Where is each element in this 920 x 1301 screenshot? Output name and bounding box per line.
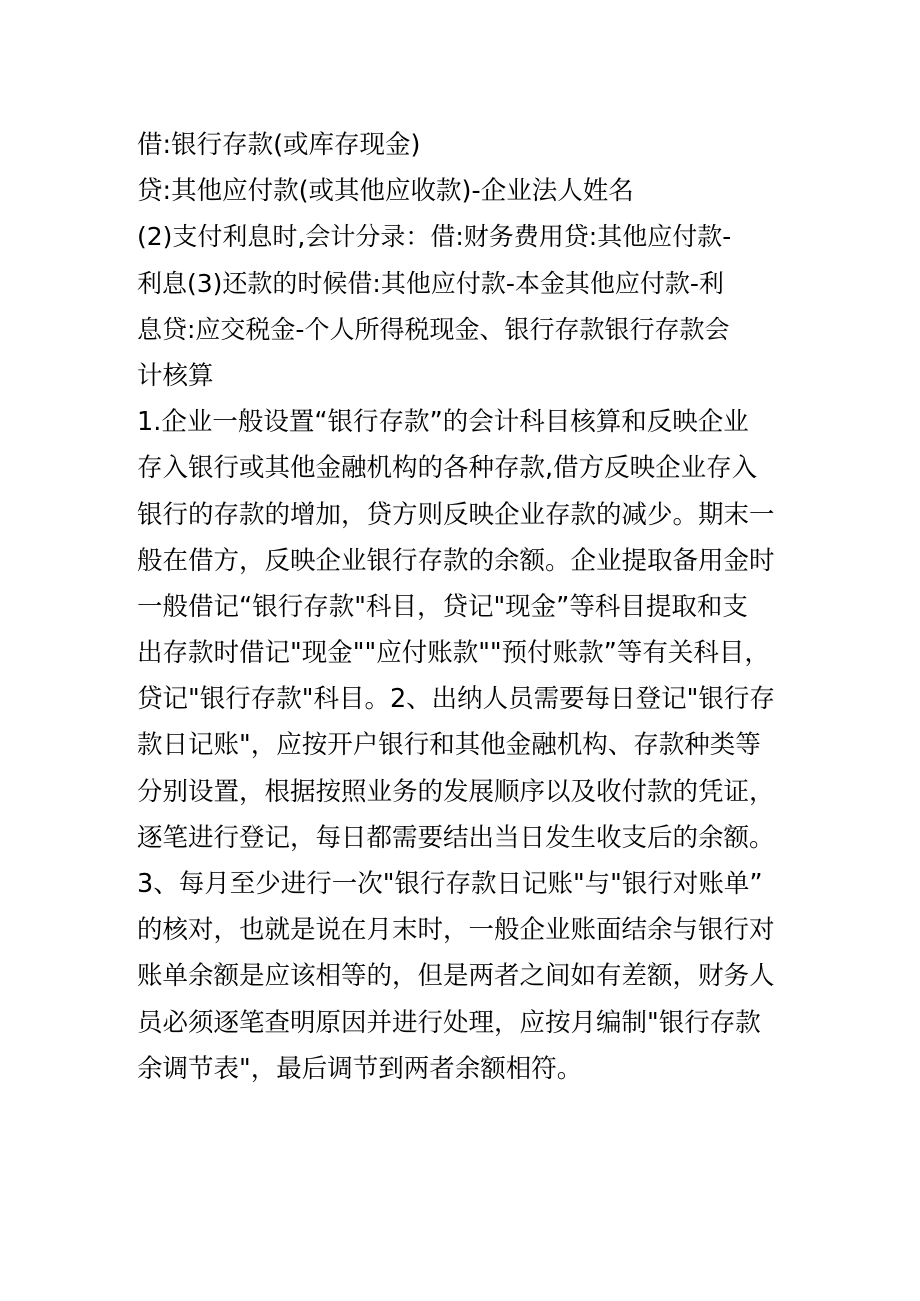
text-line-21: 余调节表"，最后调节到两者余额相符。 bbox=[137, 1053, 583, 1084]
body-text bbox=[137, 122, 797, 1092]
text-line-16: 逐笔进行登记，每日都需要结出当日发生收支后的余额。 bbox=[137, 822, 775, 853]
text-line-6: 计核算 bbox=[137, 360, 214, 391]
text-line-12: 出存款时借记"现金""应付账款""预付账款”等有关科目， bbox=[137, 638, 770, 669]
text-line-10: 般在借方，反映企业银行存款的余额。企业提取备用金时 bbox=[137, 545, 775, 576]
text-line-9: 银行的存款的增加，贷方则反映企业存款的减少。期末一 bbox=[137, 499, 775, 530]
text-line-20: 员必须逐笔查明原因并进行处理，应按月编制"银行存款 bbox=[137, 1007, 761, 1038]
text-line-5: 息贷:应交税金-个人所得税现金、银行存款银行存款会 bbox=[137, 314, 730, 344]
text-line-14: 款日记账"，应按开户银行和其他金融机构、存款种类等 bbox=[137, 730, 761, 761]
text-line-1: 借:银行存款(或库存现金) bbox=[137, 130, 421, 160]
text-line-7: 1.企业一般设置“银行存款”的会计科目核算和反映企业 bbox=[137, 407, 749, 438]
text-line-2: 贷:其他应付款(或其他应收款)-企业法人姓名 bbox=[137, 176, 634, 207]
text-line-4: 利息(3)还款的时候借:其他应付款-本金其他应付款-利 bbox=[137, 268, 724, 298]
text-line-3: (2)支付利息时,会计分录：借:财务费用贷:其他应付款- bbox=[137, 222, 732, 252]
text-line-18: 的核对，也就是说在月末时，一般企业账面结余与银行对 bbox=[137, 915, 775, 946]
text-line-17: 3、每月至少进行一次"银行存款日记账"与"银行对账单” bbox=[137, 869, 763, 899]
text-line-11: 一般借记“银行存款"科目，贷记"现金”等科目提取和支 bbox=[137, 591, 748, 622]
text-line-19: 账单余额是应该相等的，但是两者之间如有差额，财务人 bbox=[137, 961, 775, 992]
text-line-13: 贷记"银行存款"科目。2、出纳人员需要每日登记"银行存 bbox=[137, 684, 775, 715]
text-line-8: 存入银行或其他金融机构的各种存款,借方反映企业存入 bbox=[137, 453, 758, 484]
text-line-15: 分别设置，根据按照业务的发展顺序以及收付款的凭证， bbox=[137, 776, 775, 807]
